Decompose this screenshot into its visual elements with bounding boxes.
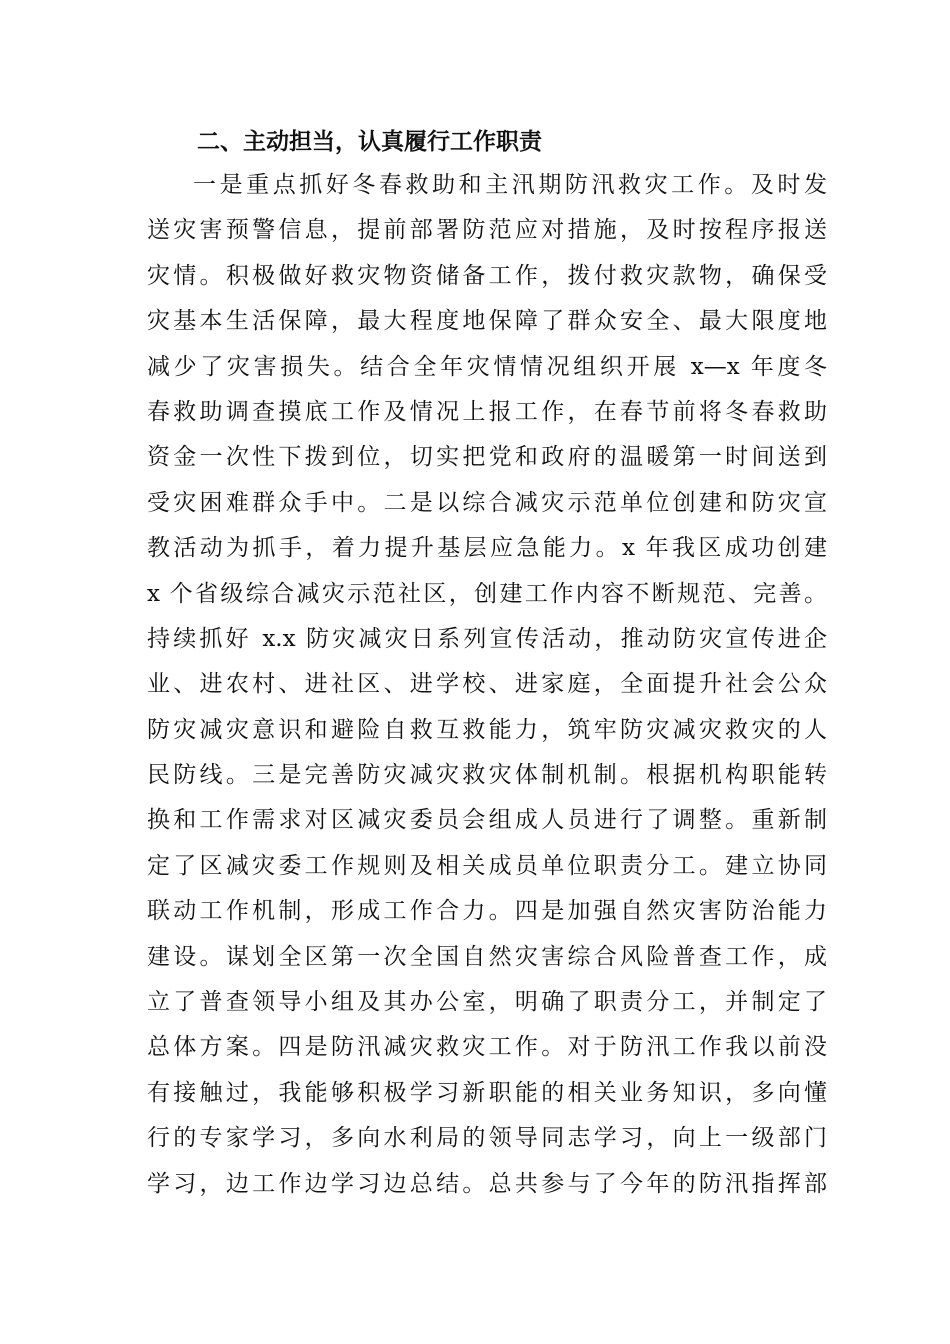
text-line: 减少了灾害损失。结合全年灾情情况组织开展 x—x 年度冬 — [147, 353, 827, 380]
text-line: x 个省级综合减灾示范社区，创建工作内容不断规范、完善。 — [147, 580, 827, 607]
text-line: 定了区减灾委工作规则及相关成员单位职责分工。建立协同 — [147, 852, 827, 879]
text-line: 春救助调查摸底工作及情况上报工作，在春节前将冬春救助 — [147, 398, 827, 425]
text-line: 换和工作需求对区减灾委员会组成人员进行了调整。重新制 — [147, 807, 827, 834]
text-line: 业、进农村、进社区、进学校、进家庭，全面提升社会公众 — [147, 671, 827, 698]
text-line: 有接触过，我能够积极学习新职能的相关业务知识，多向懂 — [147, 1079, 827, 1106]
text-line: 灾情。积极做好救灾物资储备工作，拨付救灾款物，确保受 — [147, 262, 827, 289]
text-line: 总体方案。四是防汛减灾救灾工作。对于防汛工作我以前没 — [147, 1034, 827, 1061]
text-line: 教活动为抓手，着力提升基层应急能力。x 年我区成功创建 — [147, 535, 827, 562]
text-line: 受灾困难群众手中。二是以综合减灾示范单位创建和防灾宣 — [147, 489, 827, 516]
text-line: 送灾害预警信息，提前部署防范应对措施，及时按程序报送 — [147, 217, 827, 244]
text-line: 学习，边工作边学习边总结。总共参与了今年的防汛指挥部 — [147, 1170, 827, 1197]
text-line: 行的专家学习，多向水利局的领导同志学习，向上一级部门 — [147, 1125, 827, 1152]
body-paragraph — [147, 163, 827, 1207]
section-heading: 二、主动担当，认真履行工作职责 — [197, 129, 542, 155]
text-line: 持续抓好 x.x 防灾减灾日系列宣传活动，推动防灾宣传进企 — [147, 625, 827, 652]
text-line: 民防线。三是完善防灾减灾救灾体制机制。根据机构职能转 — [147, 762, 827, 789]
text-line: 一是重点抓好冬春救助和主汛期防汛救灾工作。及时发 — [193, 172, 827, 198]
text-line: 立了普查领导小组及其办公室，明确了职责分工，并制定了 — [147, 989, 827, 1016]
text-line: 防灾减灾意识和避险自救互救能力，筑牢防灾减灾救灾的人 — [147, 716, 827, 743]
text-line: 资金一次性下拨到位，切实把党和政府的温暖第一时间送到 — [147, 444, 827, 471]
text-line: 建设。谋划全区第一次全国自然灾害综合风险普查工作，成 — [147, 943, 827, 970]
text-line: 联动工作机制，形成工作合力。四是加强自然灾害防治能力 — [147, 898, 827, 925]
text-line: 灾基本生活保障，最大程度地保障了群众安全、最大限度地 — [147, 308, 827, 335]
